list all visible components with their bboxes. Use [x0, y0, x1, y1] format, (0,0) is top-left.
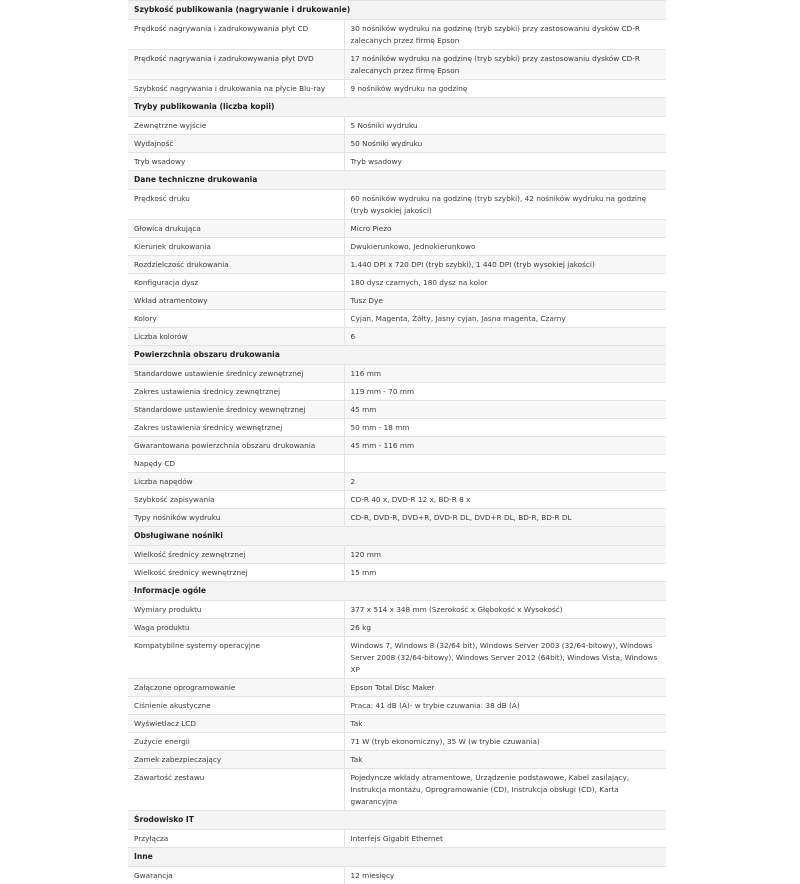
spec-key: Prędkość druku	[128, 190, 344, 220]
spec-value: 5 Nośniki wydruku	[344, 117, 666, 135]
section-title: Obsługiwane nośniki	[128, 527, 666, 546]
section-title: Informacje ogóle	[128, 582, 666, 601]
spec-key: Wydajność	[128, 135, 344, 153]
spec-row	[128, 190, 666, 220]
spec-row	[128, 310, 666, 328]
spec-key: Waga produktu	[128, 619, 344, 637]
spec-key: Gwarantowana powierzchnia obszaru drukowania	[128, 437, 344, 455]
spec-value: 180 dysz czarnych, 180 dysz na kolor	[344, 274, 666, 292]
spec-key: Tryb wsadowy	[128, 153, 344, 171]
spec-value	[344, 455, 666, 473]
spec-key: Liczba napędów	[128, 473, 344, 491]
spec-key: Wymiary produktu	[128, 601, 344, 619]
section-header	[128, 811, 666, 830]
spec-value: Tak	[344, 715, 666, 733]
spec-value: 12 miesięcy	[344, 867, 666, 884]
spec-row	[128, 135, 666, 153]
spec-table	[128, 0, 666, 884]
spec-value: 9 nośników wydruku na godzinę	[344, 80, 666, 98]
spec-row	[128, 292, 666, 310]
spec-key: Kolory	[128, 310, 344, 328]
spec-row	[128, 619, 666, 637]
spec-row	[128, 637, 666, 679]
spec-value: 1.440 DPI x 720 DPI (tryb szybki), 1 440 DPI (tryb wysokiej jakości)	[344, 256, 666, 274]
section-header	[128, 1, 666, 20]
spec-key: Liczba kolorów	[128, 328, 344, 346]
spec-key: Standardowe ustawienie średnicy zewnętrznej	[128, 365, 344, 383]
spec-row	[128, 564, 666, 582]
spec-row	[128, 601, 666, 619]
section-title: Środowisko IT	[128, 811, 666, 830]
spec-key: Wyświetlacz LCD	[128, 715, 344, 733]
spec-key: Typy nośników wydruku	[128, 509, 344, 527]
spec-value: Tryb wsadowy	[344, 153, 666, 171]
spec-row	[128, 491, 666, 509]
spec-table-body	[128, 1, 666, 884]
spec-value: 50 Nośniki wydruku	[344, 135, 666, 153]
spec-key: Zewnętrzne wyjście	[128, 117, 344, 135]
spec-value: 30 nośników wydruku na godzinę (tryb szybki) przy zastosowaniu dysków CD-R zalecanych przez firmę Epson	[344, 20, 666, 50]
spec-value: 45 mm	[344, 401, 666, 419]
spec-key: Szybkość zapisywania	[128, 491, 344, 509]
spec-value: 2	[344, 473, 666, 491]
spec-value: 15 mm	[344, 564, 666, 582]
spec-key: Ciśnienie akustyczne	[128, 697, 344, 715]
spec-value: Windows 7, Windows 8 (32/64 bit), Windows Server 2003 (32/64-bitowy), Windows Server 2008 (32/64-bitowy), Windows Server 2012 (64bit), Windows Vista, Windows XP	[344, 637, 666, 679]
spec-value: 119 mm - 70 mm	[344, 383, 666, 401]
spec-key: Zawartość zestawu	[128, 769, 344, 811]
spec-value: 45 mm - 116 mm	[344, 437, 666, 455]
spec-value: Cyjan, Magenta, Żółty, Jasny cyjan, Jasna magenta, Czarny	[344, 310, 666, 328]
spec-key: Kierunek drukowania	[128, 238, 344, 256]
spec-row	[128, 769, 666, 811]
spec-key: Zakres ustawienia średnicy zewnętrznej	[128, 383, 344, 401]
spec-row	[128, 80, 666, 98]
section-title: Szybkość publikowania (nagrywanie i drukowanie)	[128, 1, 666, 20]
spec-key: Konfiguracja dysz	[128, 274, 344, 292]
spec-row	[128, 509, 666, 527]
spec-row	[128, 473, 666, 491]
spec-key: Wielkość średnicy zewnętrznej	[128, 546, 344, 564]
section-header	[128, 346, 666, 365]
spec-key: Zużycie energii	[128, 733, 344, 751]
spec-value: CD-R, DVD-R, DVD+R, DVD-R DL, DVD+R DL, BD-R, BD-R DL	[344, 509, 666, 527]
spec-row	[128, 365, 666, 383]
spec-row	[128, 153, 666, 171]
section-header	[128, 582, 666, 601]
spec-value: 120 mm	[344, 546, 666, 564]
spec-key: Standardowe ustawienie średnicy wewnętrznej	[128, 401, 344, 419]
section-title: Inne	[128, 848, 666, 867]
spec-row	[128, 437, 666, 455]
spec-key: Wkład atramentowy	[128, 292, 344, 310]
spec-key: Wielkość średnicy wewnętrznej	[128, 564, 344, 582]
spec-value: Interfejs Gigabit Ethernet	[344, 830, 666, 848]
spec-value: 6	[344, 328, 666, 346]
spec-value: Tusz Dye	[344, 292, 666, 310]
spec-value: 17 nośników wydruku na godzinę (tryb szybki) przy zastosowaniu dysków CD-R zalecanych przez firmę Epson	[344, 50, 666, 80]
spec-row	[128, 679, 666, 697]
spec-row	[128, 830, 666, 848]
spec-row	[128, 715, 666, 733]
spec-row	[128, 50, 666, 80]
spec-key: Szybkość nagrywania i drukowania na płycie Blu-ray	[128, 80, 344, 98]
spec-value: 116 mm	[344, 365, 666, 383]
spec-row	[128, 220, 666, 238]
spec-row	[128, 455, 666, 473]
spec-row	[128, 274, 666, 292]
spec-key: Głowica drukująca	[128, 220, 344, 238]
spec-row	[128, 117, 666, 135]
spec-row	[128, 383, 666, 401]
spec-value: CD-R 40 x, DVD-R 12 x, BD-R 8 x	[344, 491, 666, 509]
spec-value: Epson Total Disc Maker	[344, 679, 666, 697]
spec-value: 26 kg	[344, 619, 666, 637]
section-header	[128, 171, 666, 190]
spec-value: 50 mm - 18 mm	[344, 419, 666, 437]
section-header	[128, 527, 666, 546]
spec-row	[128, 546, 666, 564]
spec-row	[128, 401, 666, 419]
section-header	[128, 848, 666, 867]
spec-row	[128, 419, 666, 437]
spec-value: Dwukierunkowo, Jednokierunkowo	[344, 238, 666, 256]
section-header	[128, 98, 666, 117]
spec-key: Zamek zabezpieczający	[128, 751, 344, 769]
spec-key: Gwarancja	[128, 867, 344, 884]
spec-key: Przyłącza	[128, 830, 344, 848]
spec-row	[128, 328, 666, 346]
spec-value: 60 nośników wydruku na godzinę (tryb szybki), 42 nośników wydruku na godzinę (tryb wysokiej jakości)	[344, 190, 666, 220]
spec-value: Micro Piezo	[344, 220, 666, 238]
spec-key: Załączone oprogramowanie	[128, 679, 344, 697]
spec-key: Prędkość nagrywania i zadrukowywania płyt DVD	[128, 50, 344, 80]
spec-row	[128, 20, 666, 50]
spec-key: Zakres ustawienia średnicy wewnętrznej	[128, 419, 344, 437]
spec-value: Praca: 41 dB (A)- w trybie czuwania: 38 dB (A)	[344, 697, 666, 715]
spec-row	[128, 867, 666, 884]
spec-value: 377 x 514 x 348 mm (Szerokość x Głębokość x Wysokość)	[344, 601, 666, 619]
spec-row	[128, 697, 666, 715]
spec-row	[128, 256, 666, 274]
spec-row	[128, 733, 666, 751]
spec-value: Pojedyncze wkłady atramentowe, Urządzenie podstawowe, Kabel zasilający, Instrukcja montażu, Oprogramowanie (CD), Instrukcja obsługi (CD), Karta gwarancyjna	[344, 769, 666, 811]
spec-row	[128, 238, 666, 256]
spec-row	[128, 751, 666, 769]
spec-key: Prędkość nagrywania i zadrukowywania płyt CD	[128, 20, 344, 50]
spec-sheet	[128, 0, 666, 884]
spec-value: 71 W (tryb ekonomiczny), 35 W (w trybie czuwania)	[344, 733, 666, 751]
section-title: Dane techniczne drukowania	[128, 171, 666, 190]
spec-key: Napędy CD	[128, 455, 344, 473]
section-title: Tryby publikowania (liczba kopii)	[128, 98, 666, 117]
section-title: Powierzchnia obszaru drukowania	[128, 346, 666, 365]
spec-value: Tak	[344, 751, 666, 769]
spec-key: Kompatybilne systemy operacyjne	[128, 637, 344, 679]
spec-key: Rozdzielczość drukowania	[128, 256, 344, 274]
